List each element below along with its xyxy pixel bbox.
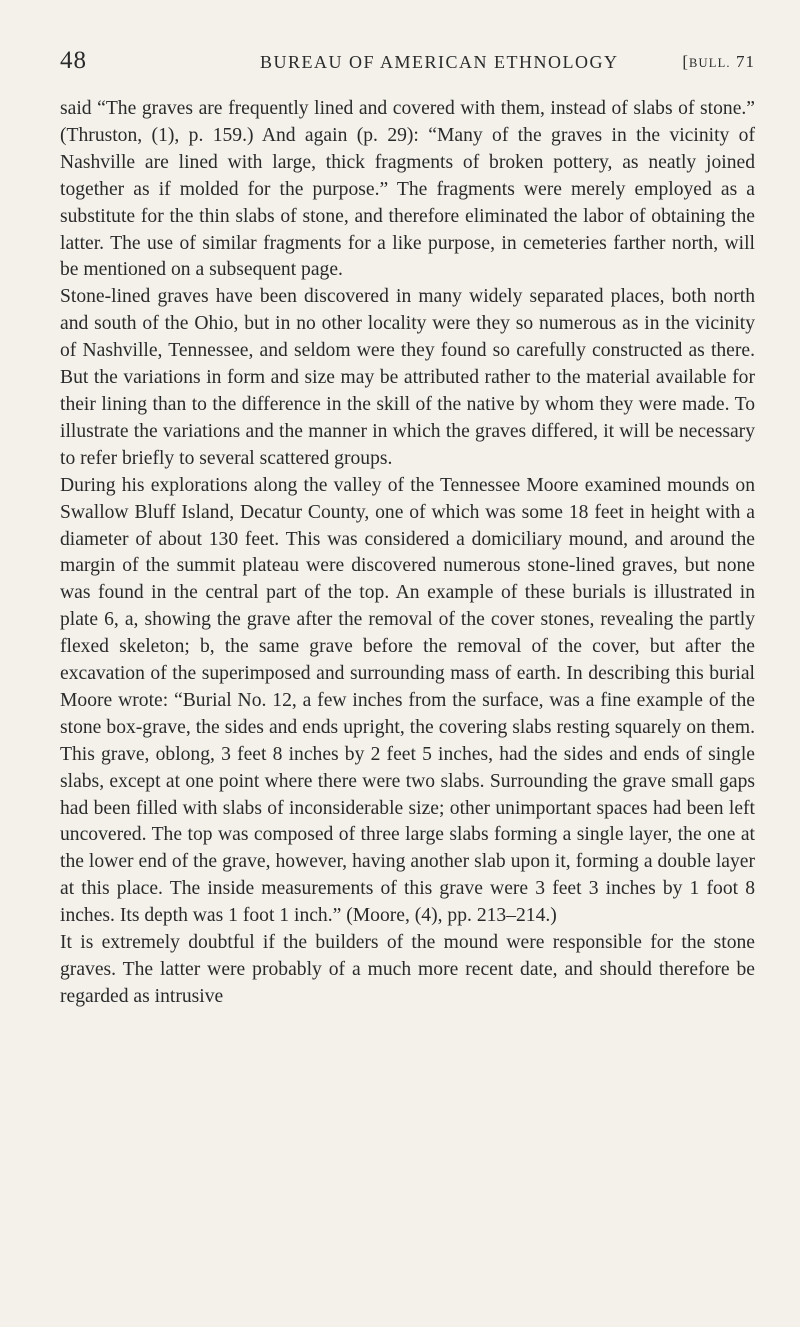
paragraph-swallow-bluff-island: During his explorations along the valley of the Tennessee Moore examined mounds on Swallow Bluff Island, Decatur County, one of which was some 18 feet in height with a diameter of about 130 feet. This was considered a domiciliary mound, and around the margin of the summit plateau were discovered numerous stone-lined graves, but none was found in the central part of the top. An example of these burials is illustrated in plate 6, a, showing the grave after the removal of the cover stones, revealing the partly flexed skeleton; b, the same grave before the removal of the cover, but after the excavation of the superimposed and surrounding mass of earth. In describing this burial Moore wrote: “Burial No. 12, a few inches from the surface, was a fine example of the stone box-grave, the sides and ends upright, the covering slabs resting squarely on them. This grave, oblong, 3 feet 8 inches by 2 feet 5 inches, had the sides and ends of single slabs, except at one point where there were two slabs. Surrounding the grave small gaps had been filled with slabs of inconsiderable size; other unimportant spaces had been left uncovered. The top was composed of three large slabs forming a single layer, the one at the lower end of the grave, however, having another slab upon it, forming a double layer at this place. The inside measurements of this grave were 3 feet 3 inches by 1 foot 8 inches. Its depth was 1 foot 1 inch.” (Moore, (4), pp. 213–214.)	[60, 474, 755, 927]
paragraph-stone-lined-graves: Stone-lined graves have been discovered in many widely separated places, both north and south of the Ohio, but in no other locality were they so numerous as in the vicinity of Nashville, Tennessee, and seldom were they found so carefully constructed as there. But the variations in form and size may be attributed rather to the material available for their lining than to the difference in the skill of the native by whom they were made. To illustrate the variations and the manner in which the graves differed, it will be necessary to refer briefly to several scattered groups.	[60, 286, 755, 469]
bulletin-label: BULL.	[688, 56, 731, 70]
page-number: 48	[60, 47, 87, 74]
paragraph-pottery-lined-graves: said “The graves are frequently lined and covered with them, instead of slabs of stone.” (Thruston, (1), p. 159.) And again (p. 29): “Many of the graves in the vicinity of Nashville are lined with large, thick fragments of broken pottery, as neatly joined together as if molded for the purpose.” The fragments were merely employed as a substitute for the thin slabs of stone, and therefore eliminated the labor of obtaining the latter. The use of similar fragments for a like purpose, in cemeteries farther north, will be mentioned on a subsequent page.	[60, 98, 755, 281]
bulletin-number: 71	[736, 52, 755, 71]
paragraph-intrusive-burials: It is extremely doubtful if the builders of the mound were responsible for the stone graves. The latter were probably of a much more recent date, and should therefore be regarded as intrusive	[60, 932, 755, 1007]
running-head	[60, 47, 755, 79]
bulletin-reference	[682, 52, 755, 72]
bulletin-bracket: [	[682, 52, 689, 71]
journal-title: BUREAU OF AMERICAN ETHNOLOGY	[260, 52, 619, 72]
body-text	[60, 96, 755, 1011]
